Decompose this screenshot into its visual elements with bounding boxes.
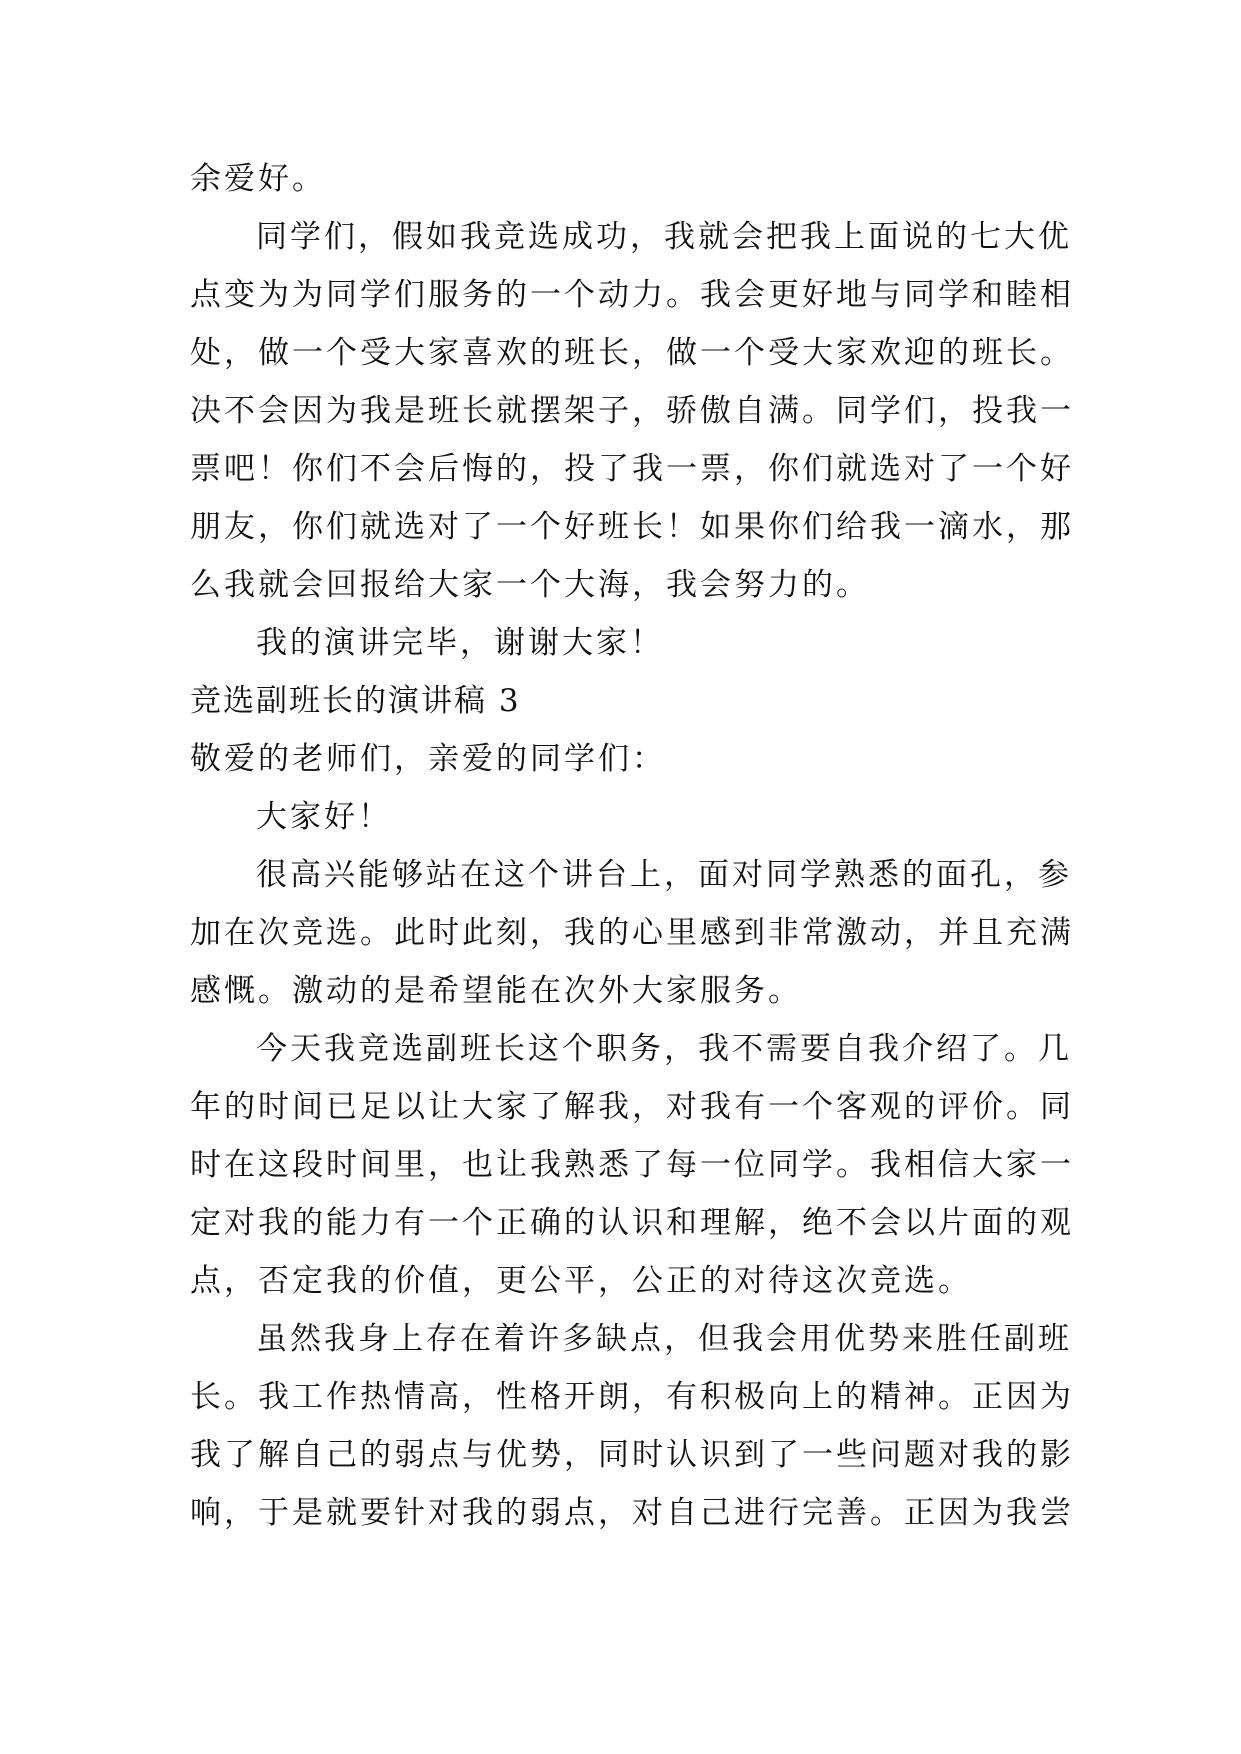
text-line: 点，否定我的价值，更公平，公正的对待这次竞选。 — [190, 1263, 972, 1299]
text-line: 虽然我身上存在着许多缺点，但我会用优势来胜任副班 — [256, 1321, 1072, 1357]
text-line: 处，做一个受大家喜欢的班长，做一个受大家欢迎的班长。 — [190, 335, 1074, 371]
text-line: 定对我的能力有一个正确的认识和理解，绝不会以片面的观 — [190, 1205, 1074, 1241]
section-heading: 竞选副班长的演讲稿 3 — [190, 683, 521, 719]
text-line: 加在次竞选。此时此刻，我的心里感到非常激动，并且充满 — [190, 915, 1074, 951]
text-line: 余爱好。 — [190, 161, 326, 197]
greeting-line: 大家好！ — [256, 799, 392, 835]
text-line: 决不会因为我是班长就摆架子，骄傲自满。同学们，投我一 — [190, 393, 1074, 429]
text-line: 响，于是就要针对我的弱点，对自己进行完善。正因为我尝 — [190, 1495, 1074, 1531]
text-line: 年的时间已足以让大家了解我，对我有一个客观的评价。同 — [190, 1089, 1074, 1125]
text-line: 很高兴能够站在这个讲台上，面对同学熟悉的面孔，参 — [256, 857, 1072, 893]
text-line: 时在这段时间里，也让我熟悉了每一位同学。我相信大家一 — [190, 1147, 1074, 1183]
text-line: 朋友，你们就选对了一个好班长！如果你们给我一滴水，那 — [190, 509, 1074, 545]
text-line: 今天我竞选副班长这个职务，我不需要自我介绍了。几 — [256, 1031, 1072, 1067]
text-line: 我了解自己的弱点与优势，同时认识到了一些问题对我的影 — [190, 1437, 1074, 1473]
document-body — [190, 150, 1080, 1542]
text-line: 点变为为同学们服务的一个动力。我会更好地与同学和睦相 — [190, 277, 1074, 313]
text-line: 感慨。激动的是希望能在次外大家服务。 — [190, 973, 802, 1009]
text-line: 么我就会回报给大家一个大海，我会努力的。 — [190, 567, 870, 603]
salutation-line: 敬爱的老师们，亲爱的同学们： — [190, 741, 666, 777]
text-line: 票吧！你们不会后悔的，投了我一票，你们就选对了一个好 — [190, 451, 1074, 487]
text-line: 长。我工作热情高，性格开朗，有积极向上的精神。正因为 — [190, 1379, 1074, 1415]
text-line: 我的演讲完毕，谢谢大家！ — [256, 625, 664, 661]
text-line: 同学们，假如我竞选成功，我就会把我上面说的七大优 — [256, 219, 1072, 255]
